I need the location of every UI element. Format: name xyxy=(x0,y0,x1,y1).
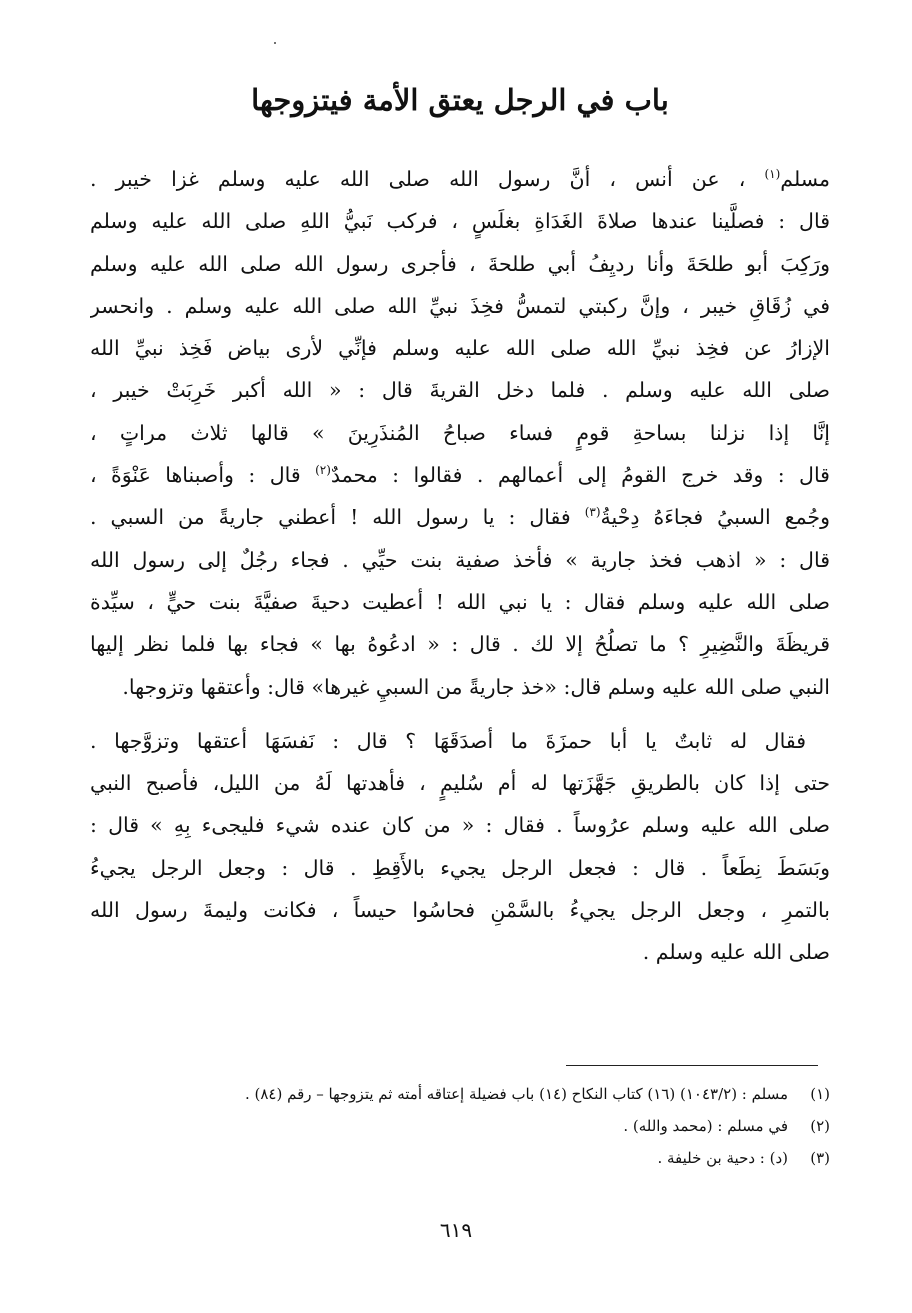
footnote-number: (٢) xyxy=(810,1117,830,1135)
footnote-ref-1[interactable]: (١) xyxy=(764,167,781,182)
text-line: صلى الله عليه وسلم . xyxy=(642,940,830,965)
text-line: قريظَةَ والنَّضِيرِ ؟ ما تصلُحُ إلا لك . قال : « ادعُوهُ بها » فجاء بها فلما نظر إليها xyxy=(90,632,830,657)
footnote-3 xyxy=(90,1142,830,1174)
paragraph-1 xyxy=(90,158,830,708)
text-line: قال : فصلَّينا عندها صلاةَ الغَدَاةِ بغلَسٍ ، فركب نَبيُّ اللهِ صلى الله عليه وسلم xyxy=(90,209,830,234)
text-line: وبَسَطَ نِطَعاً . قال : فجعل الرجل يجيء بالأَقِطِ . قال : وجعل الرجل يجيءُ xyxy=(90,855,830,880)
text-line: صلى الله عليه وسلم عرُوساً . فقال : « من كان عنده شيء فليجىء بِهِ » قال : xyxy=(90,813,830,838)
text-line: النبي صلى الله عليه وسلم قال: «خذ جاريةً من السبيِ غيرها» قال: وأعتقها وتزوجها. xyxy=(122,674,830,699)
text-line: حتى إذا كان بالطريقِ جَهَّزَتها له أم سُليمٍ ، فأهدتها لَهُ من الليل، فأصبح النبي xyxy=(90,771,830,796)
text-line: فقال له ثابتٌ يا أبا حمزَةَ ما أصدَقَهَا ؟ قال : نَفسَهَا أعتقها وتزوَّجها . xyxy=(90,728,806,753)
text-segment: ، عن أنس ، أنَّ رسول الله صلى الله عليه وسلم غزا خيبر . xyxy=(90,167,765,191)
text-segment: وجُمع السبيُ فجاءَهُ دِحْيةُ xyxy=(600,505,830,530)
text-line: صلى الله عليه وسلم . فلما دخل القريةَ قال : « الله أكبر خَرِبَتْ خيبر ، xyxy=(90,378,830,403)
footnote-text: مسلم : (١٠٤٣/٢) (١٦) كتاب النكاح (١٤) باب فضيلة إعتاقه أمته ثم يتزوجها – رقم (٨٤) . xyxy=(244,1085,788,1103)
page-number: ٦١٩ xyxy=(439,1218,473,1242)
footnote-1 xyxy=(90,1078,830,1110)
footnote-2 xyxy=(90,1110,830,1142)
text-line: إنَّا إذا نزلنا بساحةِ قومٍ فساء صباحُ المُنذَرِينَ » قالها ثلاث مراتٍ ، xyxy=(90,420,830,445)
footnote-ref-3[interactable]: (٣) xyxy=(584,505,601,520)
footnotes xyxy=(90,1078,830,1174)
footnote-text: في مسلم : (محمد والله) . xyxy=(623,1117,788,1135)
text-segment: قال : وأصبناها عَنْوَةً ، xyxy=(90,463,316,488)
text-line: صلى الله عليه وسلم فقال : يا نبي الله ! أعطيت دحيةَ صفيَّةَ بنت حيٍّ ، سيِّدة xyxy=(90,589,830,614)
text-line: في زُقَاقِ خيبر ، وإنَّ ركبتي لتمسُّ فخِذَ نبيِّ الله صلى الله عليه وسلم . وانحسر xyxy=(90,293,830,318)
text-line: ورَكِبَ أبو طلحَةَ وأنا رديِفُ أبي طلحةَ ، فأجرى رسول الله صلى الله عليه وسلم xyxy=(90,251,830,276)
page-speck xyxy=(274,42,276,44)
footnote-divider xyxy=(566,1065,818,1066)
text-line: بالتمرِ ، وجعل الرجل يجيءُ بالسَّمْنِ فحاسُوا حيساً ، فكانت وليمةَ رسول الله xyxy=(90,898,830,923)
text-line xyxy=(90,496,830,538)
footnote-ref-2[interactable]: (٢) xyxy=(315,463,331,478)
paragraph-2 xyxy=(90,720,830,974)
text-line xyxy=(90,454,830,496)
text-segment: قال : وقد خرج القومُ إلى أعمالهم . فقالوا : محمدٌ xyxy=(330,463,830,488)
footnote-number: (١) xyxy=(810,1085,830,1103)
text-line: قال : « اذهب فخذ جارية » فأخذ صفية بنت حيِّي . فجاء رجُلٌ إلى رسول الله xyxy=(90,547,830,572)
text-segment: فقال : يا رسول الله ! أعطني جاريةً من السبي . xyxy=(90,505,585,530)
text-line: الإزارُ عن فخِذ نبيِّ الله صلى الله عليه وسلم فإنِّي لأرى بياض فَخِذ نبيِّ الله xyxy=(90,336,830,361)
footnote-number: (٣) xyxy=(810,1149,830,1167)
chapter-title: باب في الرجل يعتق الأمة فيتزوجها xyxy=(251,83,669,117)
main-text xyxy=(90,158,830,986)
text-line xyxy=(90,158,830,200)
footnote-text: (د) : دحية بن خليفة . xyxy=(657,1149,788,1167)
text-segment: مسلم xyxy=(780,167,830,191)
